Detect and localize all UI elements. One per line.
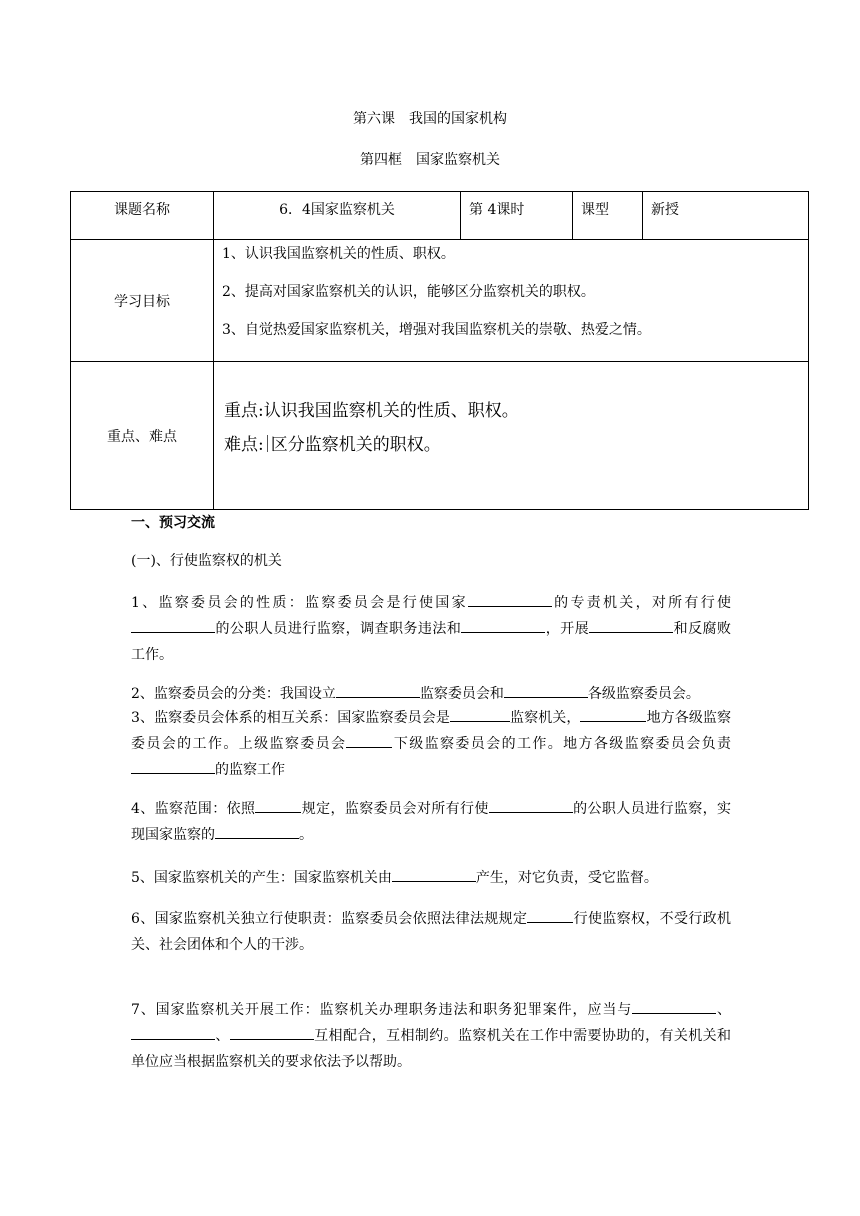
difficulty-point [214,434,808,456]
lesson-info-table [70,191,809,510]
item-3: 3、监察委员会体系的相互关系：国家监察委员会是 监察机关， 地方各级监察委员会的工作。上级监察委员会 下级监察委员会的工作。地方各级监察委员会负责的监察工作 [131,705,731,783]
lesson-title: 第六课 我国的国家机构 [353,111,507,127]
keys-cell [214,362,809,510]
fill-blank[interactable] [336,683,420,698]
fill-blank[interactable] [489,798,573,813]
keys-label: 重点、难点 [71,362,214,510]
fill-blank[interactable] [632,999,716,1014]
fill-blank[interactable] [504,683,588,698]
fill-blank[interactable] [461,618,545,633]
key-point: 重点:认识我国监察机关的性质、职权。 [224,401,519,421]
fill-blank[interactable] [580,707,646,722]
fill-blank[interactable] [450,707,510,722]
goals-label: 学习目标 [71,240,214,362]
goals-cell [214,240,809,362]
difficulty-text: 区分监察机关的职权。 [270,435,441,455]
fill-blank[interactable] [131,618,215,633]
text-cursor [267,435,268,452]
fill-blank[interactable] [131,1025,215,1040]
section-title: 第四框 国家监察机关 [360,152,500,168]
fill-blank[interactable] [131,759,215,774]
difficulty-prefix: 难点: [224,435,264,455]
section-heading: 一、预习交流 [131,515,215,531]
fill-blank[interactable] [589,618,673,633]
goal-item: 1、认识我国监察机关的性质、职权。 [222,246,455,262]
item-5: 5、国家监察机关的产生：国家监察机关由 产生，对它负责，受它监督。 [131,865,731,891]
fill-blank[interactable] [392,867,476,882]
item-6: 6、国家监察机关独立行使职责：监察委员会依照法律法规规定 行使监察权，不受行政机关、社会团体和个人的干涉。 [131,906,731,958]
type-value: 新授 [643,192,809,240]
fill-blank[interactable] [255,798,301,813]
goal-item: 3、自觉热爱国家监察机关，增强对我国监察机关的崇敬、热爱之情。 [222,322,651,338]
item-7: 7、国家监察机关开展工作：监察机关办理职务违法和职务犯罪案件，应当与 、、 互相配合，互相制约。监察机关在工作中需要协助的，有关机关和单位应当根据监察机关的要求依法予以帮助。 [131,997,731,1075]
period-value: 第 4课时 [461,192,573,240]
topic-value: 6．4国家监察机关 [214,192,461,240]
subsection-heading: (一)、行使监察权的机关 [131,553,282,569]
type-label: 课型 [573,192,643,240]
item-4: 4、监察范围：依照 规定，监察委员会对所有行使 的公职人员进行监察，实现国家监察的 。 [131,796,731,848]
fill-blank[interactable] [346,733,392,748]
fill-blank[interactable] [527,908,573,923]
item-1: 1、监察委员会的性质：监察委员会是行使国家 的专责机关，对所有行使的公职人员进行监察，调查职务违法和 ，开展 和反腐败工作。 [131,590,731,668]
topic-label: 课题名称 [71,192,214,240]
fill-blank[interactable] [468,592,552,607]
goal-item: 2、提高对国家监察机关的认识，能够区分监察机关的职权。 [222,284,595,300]
item-2: 2、监察委员会的分类：我国设立 监察委员会和 各级监察委员会。 [131,681,737,707]
fill-blank[interactable] [215,824,299,839]
fill-blank[interactable] [230,1025,314,1040]
